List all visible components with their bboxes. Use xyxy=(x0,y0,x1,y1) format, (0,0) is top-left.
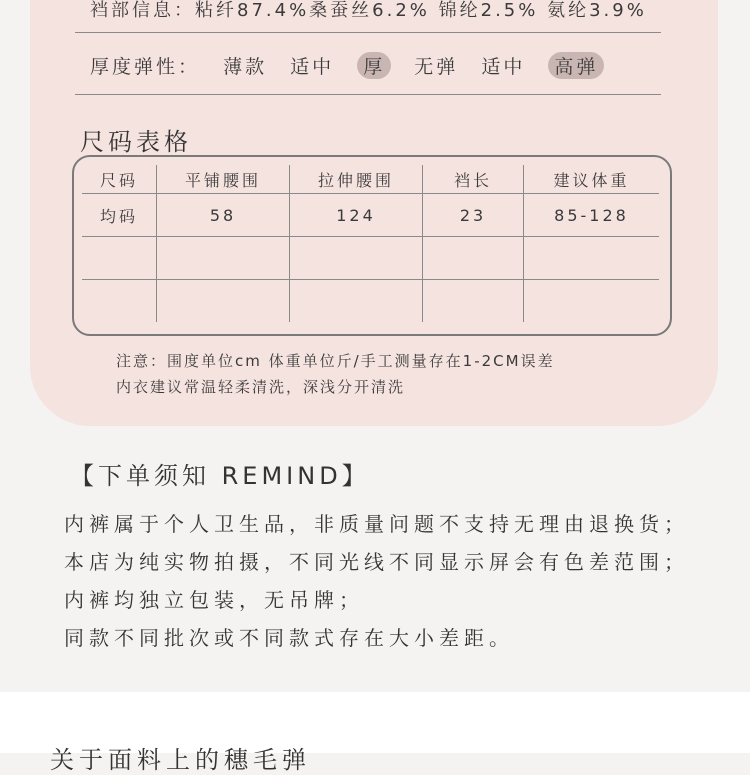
fabric-info-text: 裆部信息：粘纤87.4%桑蚕丝6.2% 锦纶2.5% 氨纶3.9% xyxy=(90,0,647,21)
table-cell xyxy=(524,237,660,280)
option-medium-stretch: 适中 xyxy=(481,56,526,78)
table-cell xyxy=(82,280,157,323)
table-cell: 124 xyxy=(290,194,423,237)
remind-title: 【下单须知 REMIND】 xyxy=(70,462,370,490)
table-cell: 58 xyxy=(157,194,290,237)
table-cell xyxy=(423,280,524,323)
option-medium: 适中 xyxy=(290,56,335,78)
header-cell: 平铺腰围 xyxy=(157,165,290,194)
table-cell xyxy=(157,237,290,280)
thickness-label: 厚度弹性： xyxy=(90,56,201,78)
table-cell xyxy=(290,280,423,323)
remind-line: 内裤属于个人卫生品，非质量问题不支持无理由退换货； xyxy=(64,512,689,536)
table-cell xyxy=(290,237,423,280)
size-table xyxy=(82,165,659,322)
header-cell: 裆长 xyxy=(423,165,524,194)
table-cell: 23 xyxy=(423,194,524,237)
table-cell xyxy=(524,280,660,323)
divider xyxy=(75,32,661,33)
table-cell xyxy=(82,237,157,280)
remind-list xyxy=(64,505,689,657)
option-high-stretch-selected: 高弹 xyxy=(548,52,604,79)
remind-line: 内裤均独立包装，无吊牌； xyxy=(64,588,364,612)
remind-line: 本店为纯实物拍摄，不同光线不同显示屏会有色差范围； xyxy=(64,550,689,574)
header-cell: 拉伸腰围 xyxy=(290,165,423,194)
table-cell xyxy=(157,280,290,323)
header-cell: 尺码 xyxy=(82,165,157,194)
table-header-row xyxy=(82,165,659,194)
table-row xyxy=(82,237,659,280)
remind-line: 同款不同批次或不同款式存在大小差距。 xyxy=(64,626,514,650)
table-row xyxy=(82,194,659,237)
option-thin: 薄款 xyxy=(223,56,268,78)
note-line: 内衣建议常温轻柔清洗，深浅分开清洗 xyxy=(116,378,406,396)
note-line: 注意：围度单位cm 体重单位斤/手工测量存在1-2CM误差 xyxy=(116,352,555,370)
table-cell xyxy=(423,237,524,280)
thickness-elasticity-row xyxy=(90,52,618,79)
table-cell: 85-128 xyxy=(524,194,660,237)
size-table-box xyxy=(72,155,672,336)
care-note xyxy=(116,348,555,400)
option-thick-selected: 厚 xyxy=(357,52,391,79)
divider xyxy=(75,94,661,95)
size-table-title: 尺码表格 xyxy=(80,128,192,156)
table-cell: 均码 xyxy=(82,194,157,237)
option-no-stretch: 无弹 xyxy=(414,56,459,78)
next-section-title: 关于面料上的穗毛弹 xyxy=(50,746,311,774)
table-row xyxy=(82,280,659,323)
header-cell: 建议体重 xyxy=(524,165,660,194)
